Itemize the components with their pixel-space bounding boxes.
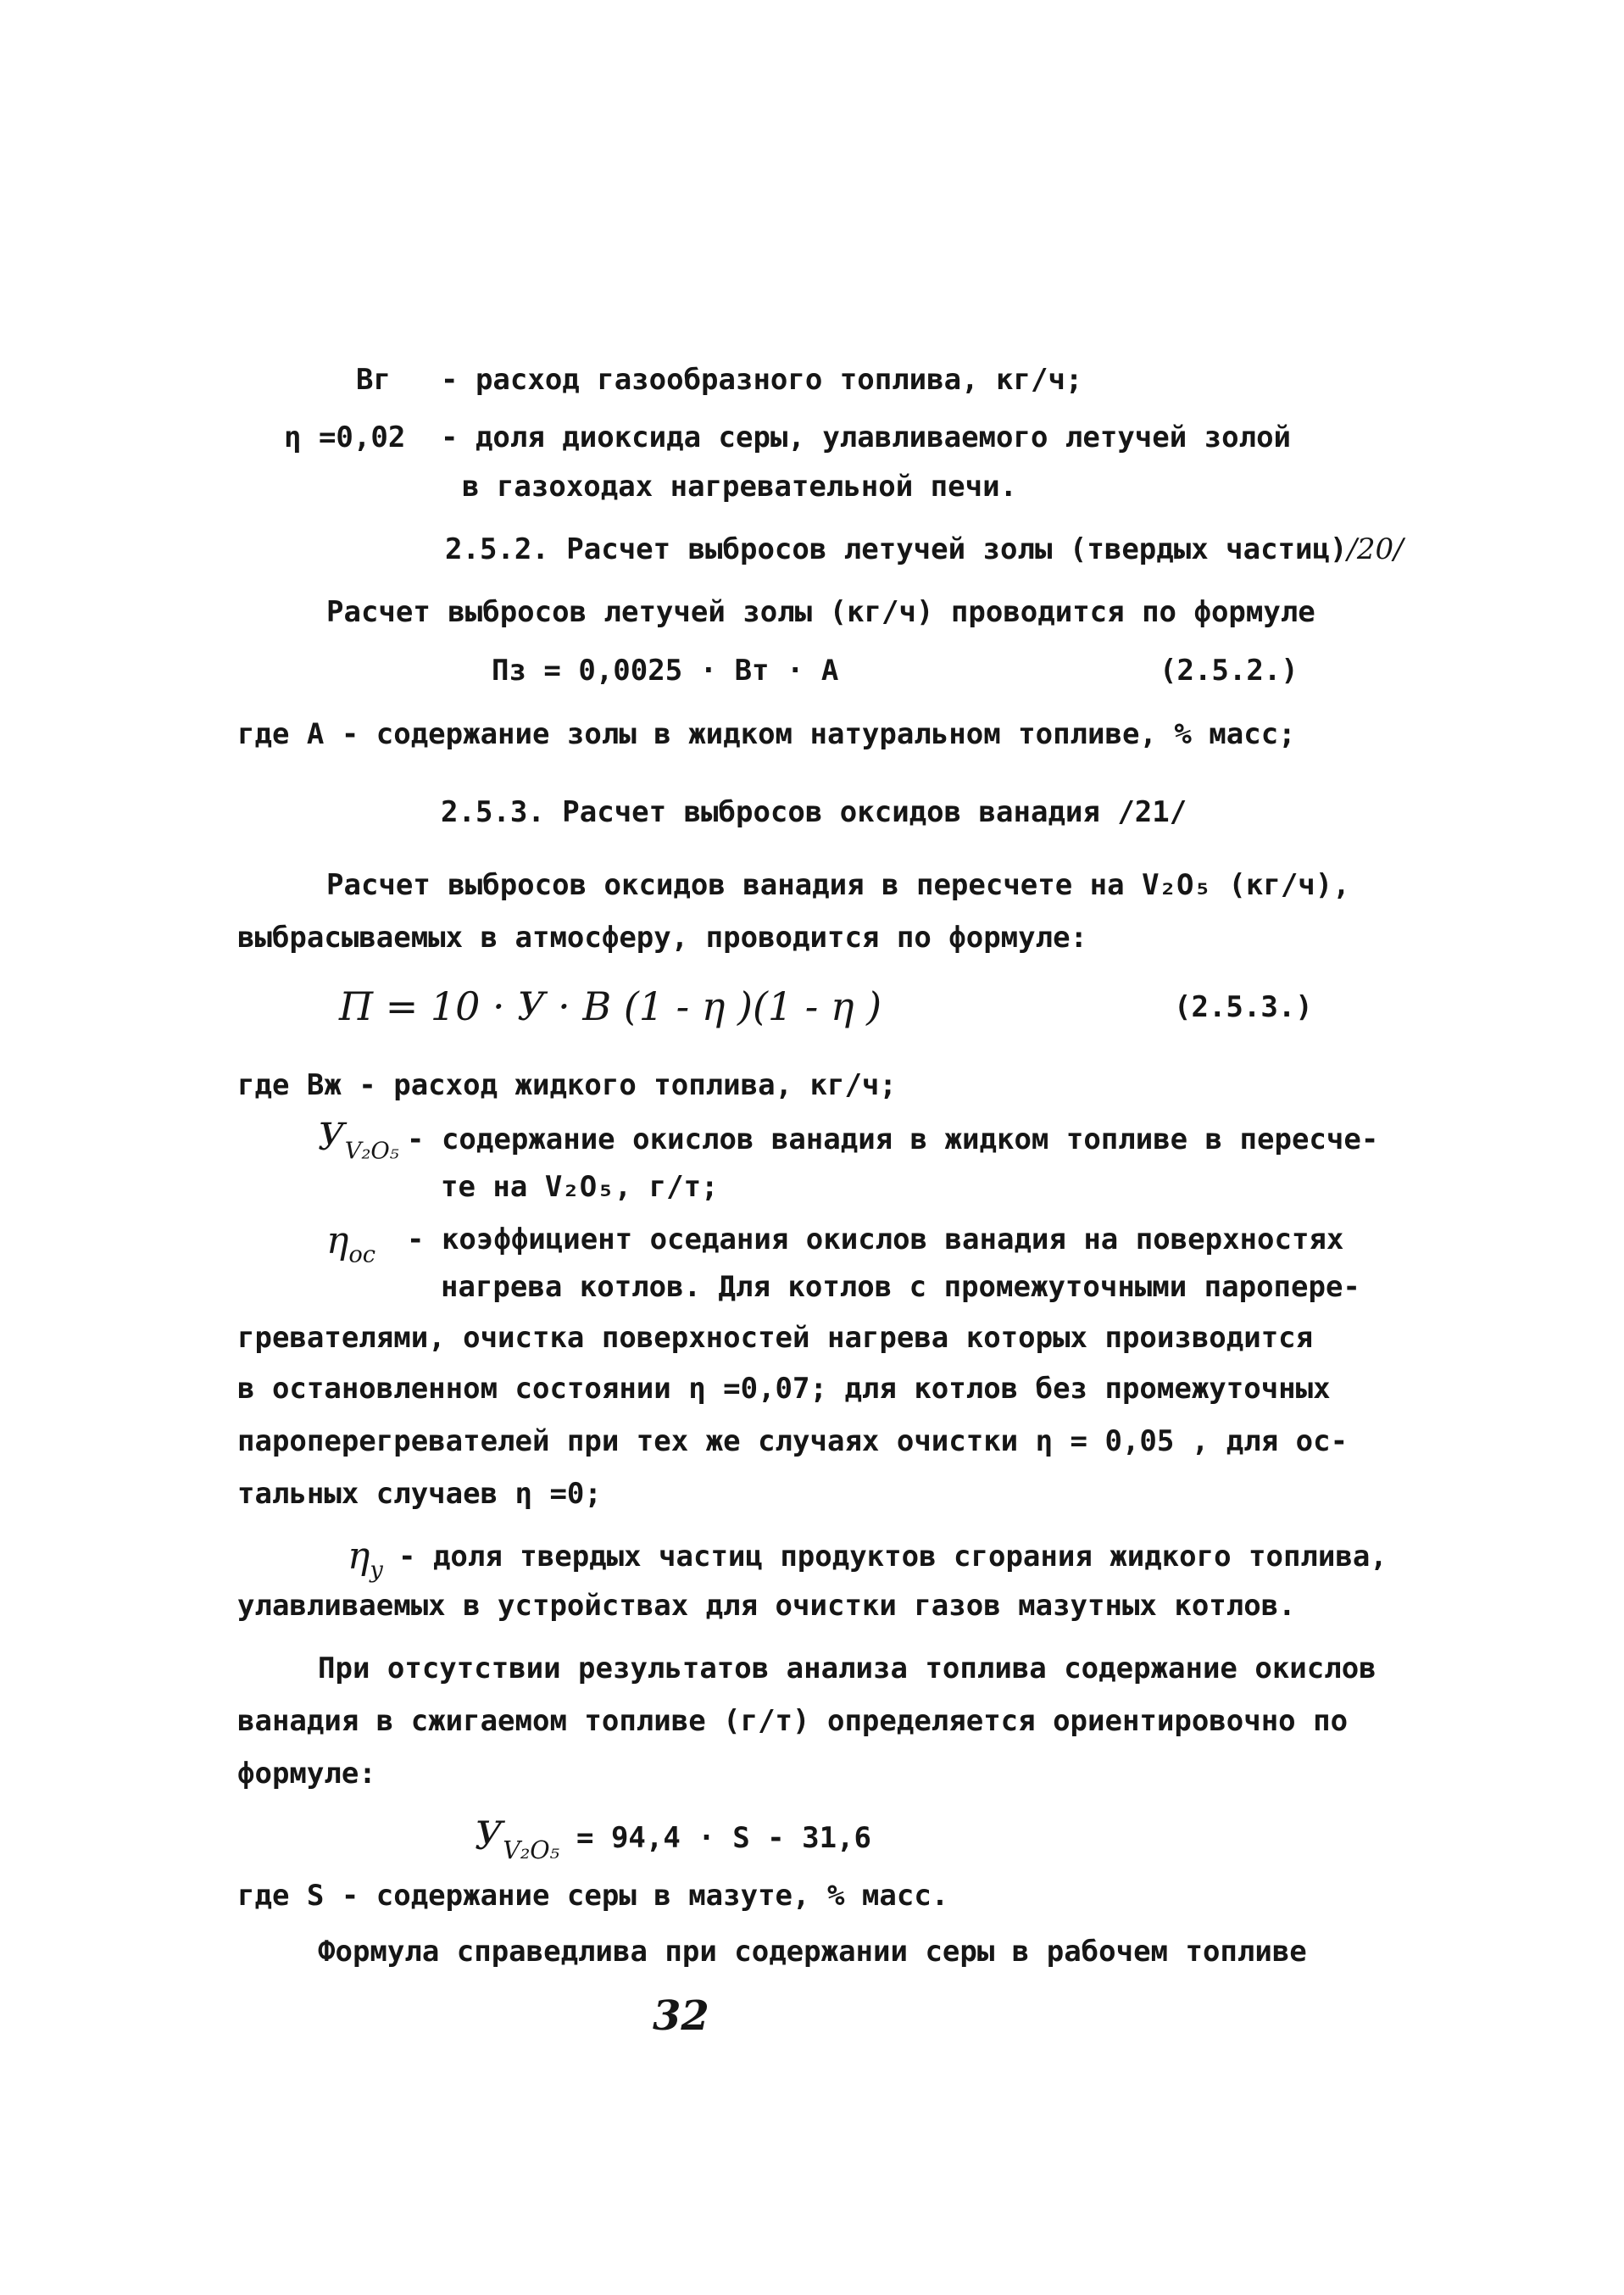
def-settling-coef-2: нагрева котлов. Для котлов с промежуточными паропере- (441, 1270, 1360, 1304)
formula-vanadium-estimate-symbol: $У_{V_2O_5}$ (475, 1813, 560, 1864)
formula-2-5-3-number: (2.5.3.) (1174, 990, 1313, 1024)
symbol-Br: Вг (356, 363, 391, 397)
symbol-eta-oc: $\eta_{ос}$ (326, 1219, 376, 1268)
where-ash-content: где А - содержание золы в жидком натуральном топливе, % масс; (237, 717, 1296, 751)
symbol-Y-V2O5: $У_{V_2O_5}$ (318, 1116, 399, 1165)
paragraph-fly-ash: Расчет выбросов летучей золы (кг/ч) проводится по формуле (326, 595, 1315, 629)
formula-vanadium-estimate: = 94,4 · S - 31,6 (576, 1821, 871, 1855)
def-settling-coef-1: - коэффициент оседания окислов ванадия на поверхностях (407, 1223, 1344, 1256)
def-vanadium-content-2: те на V₂O₅, г/т; (441, 1170, 719, 1204)
formula-2-5-3: П = 10 · У · В (1 - η )(1 - η ) (339, 983, 882, 1029)
def-vanadium-content-1: - содержание окислов ванадия в жидком топливе в пересче- (407, 1122, 1379, 1156)
formula-2-5-2: Пз = 0,0025 · Вт · А (492, 654, 839, 688)
body-line-4: тальных случаев η =0; (237, 1477, 602, 1511)
page-number: 32 (653, 1992, 709, 2040)
formula-2-5-2-number: (2.5.2.) (1160, 654, 1299, 688)
def-sulfur-share-2: в газоходах нагревательной печи. (462, 470, 1018, 504)
section-heading-2-5-3: 2.5.3. Расчет выбросов оксидов ванадия /21/ (441, 795, 1187, 829)
def-particle-capture-1: - доля твердых частиц продуктов сгорания жидкого топлива, (398, 1540, 1388, 1574)
body-line-3: пароперегревателей при тех же случаях очистки η = 0,05 , для ос- (237, 1424, 1349, 1458)
paragraph-vanadium-1: Расчет выбросов оксидов ванадия в пересчете на V₂O₅ (кг/ч), (326, 868, 1350, 902)
body-line-2: в остановленном состоянии η =0,07; для котлов без промежуточных (237, 1372, 1331, 1406)
def-fuel-flow: - расход газообразного топлива, кг/ч; (441, 363, 1083, 397)
where-sulfur-content: где S - содержание серы в мазуте, % масс. (237, 1879, 949, 1913)
where-liquid-fuel: где Вж - расход жидкого топлива, кг/ч; (237, 1068, 897, 1102)
def-particle-capture-2: улавливаемых в устройствах для очистки газов мазутных котлов. (237, 1589, 1296, 1623)
paragraph-no-analysis-2: ванадия в сжигаемом топливе (г/т) определяется ориентировочно по (237, 1704, 1349, 1738)
symbol-eta: η =0,02 (284, 421, 406, 454)
paragraph-formula-validity: Формула справедлива при содержании серы в рабочем топливе (318, 1935, 1307, 1969)
symbol-eta-y: $\eta_у$ (348, 1535, 384, 1584)
paragraph-no-analysis-3: формуле: (237, 1757, 376, 1791)
body-line-1: гревателями, очистка поверхностей нагрева которых производится (237, 1321, 1314, 1355)
def-sulfur-share-1: - доля диоксида серы, улавливаемого летучей золой (441, 421, 1292, 454)
paragraph-vanadium-2: выбрасываемых в атмосферу, проводится по формуле: (237, 921, 1088, 955)
paragraph-no-analysis-1: При отсутствии результатов анализа топлива содержание окислов (318, 1652, 1377, 1685)
section-heading-2-5-2: 2.5.2. Расчет выбросов летучей золы (твердых частиц)/20/ (445, 532, 1404, 566)
